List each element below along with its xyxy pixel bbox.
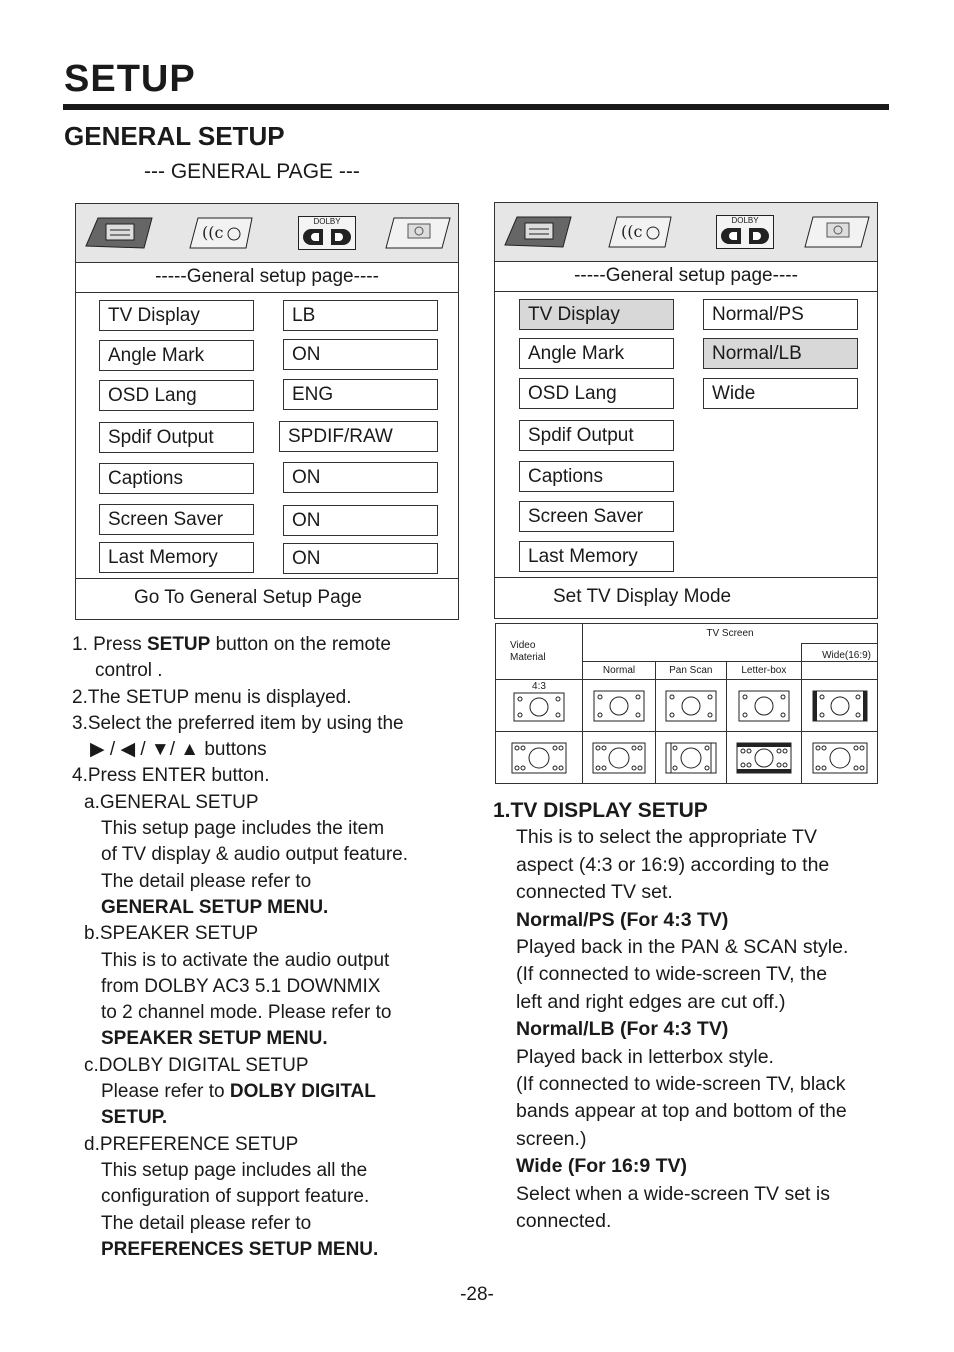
setup-icon-bar bbox=[76, 204, 458, 263]
sub-a-line: The detail please refer to bbox=[101, 870, 312, 892]
speaker-setup-icon[interactable] bbox=[607, 215, 673, 249]
menu-item-last-memory[interactable]: Last Memory bbox=[519, 541, 674, 572]
dolby-label: DOLBY bbox=[313, 217, 341, 226]
normal-lb-text: (If connected to wide-screen TV, black bbox=[516, 1073, 846, 1096]
dolby-setup-icon[interactable] bbox=[298, 216, 356, 250]
col-pan-scan: Pan Scan bbox=[656, 662, 726, 680]
step-3-buttons: ▶ / ◀ / ▼/ ▲ buttons bbox=[90, 739, 267, 761]
dolby-logo-icon bbox=[299, 227, 355, 247]
wide-text: connected. bbox=[516, 1210, 612, 1233]
normal-lb-text: Played back in letterbox style. bbox=[516, 1045, 774, 1068]
wide-wide-screen-icon bbox=[812, 742, 868, 774]
normal-ps-text: left and right edges are cut off.) bbox=[516, 990, 786, 1013]
wide-screen-icon bbox=[812, 690, 868, 722]
general-setup-panel-left bbox=[75, 203, 459, 620]
sub-a-heading: a.GENERAL SETUP bbox=[84, 791, 259, 813]
section-title: GENERAL SETUP bbox=[64, 121, 285, 151]
sub-b-line: This is to activate the audio output bbox=[101, 949, 390, 971]
sub-c-ref: SETUP. bbox=[101, 1107, 168, 1129]
menu-item-captions[interactable]: Captions bbox=[99, 463, 254, 494]
col-normal: Normal bbox=[583, 662, 656, 680]
page-title: SETUP bbox=[64, 58, 196, 100]
sub-a-line: This setup page includes the item bbox=[101, 818, 385, 840]
speaker-setup-icon[interactable] bbox=[188, 216, 254, 250]
wide-heading: Wide (For 16:9 TV) bbox=[516, 1155, 688, 1178]
menu-item-screen-saver[interactable]: Screen Saver bbox=[99, 504, 254, 535]
panel-footer: Set TV Display Mode bbox=[495, 577, 877, 618]
col-letter-box: Letter-box bbox=[726, 662, 802, 680]
option-normal-ps[interactable]: Normal/PS bbox=[703, 299, 858, 330]
menu-item-tv-display[interactable]: TV Display bbox=[519, 299, 674, 330]
normal-screen-icon bbox=[593, 690, 645, 722]
dolby-setup-icon[interactable] bbox=[716, 215, 774, 249]
svg-text:((c: ((c bbox=[621, 222, 643, 241]
sub-d-line: This setup page includes all the bbox=[101, 1159, 368, 1181]
sub-b-ref: SPEAKER SETUP MENU. bbox=[101, 1028, 328, 1050]
menu-item-angle-mark[interactable]: Angle Mark bbox=[519, 338, 674, 369]
sub-d-heading: d.PREFERENCE SETUP bbox=[84, 1133, 299, 1155]
pan-scan-screen-icon bbox=[665, 690, 717, 722]
menu-item-angle-mark[interactable]: Angle Mark bbox=[99, 340, 254, 371]
svg-text:((c: ((c bbox=[202, 223, 224, 242]
value-captions[interactable]: ON bbox=[283, 462, 438, 493]
sub-c-heading: c.DOLBY DIGITAL SETUP bbox=[84, 1054, 309, 1076]
preference-setup-icon[interactable] bbox=[384, 216, 452, 250]
sub-d-line: configuration of support feature. bbox=[101, 1186, 370, 1208]
normal-ps-text: Played back in the PAN & SCAN style. bbox=[516, 936, 849, 959]
sub-c-line: Please refer to DOLBY DIGITAL bbox=[101, 1081, 376, 1103]
value-tv-display[interactable]: LB bbox=[283, 300, 438, 331]
sub-b-line: to 2 channel mode. Please refer to bbox=[101, 1002, 392, 1024]
preference-setup-icon[interactable] bbox=[803, 215, 871, 249]
sub-b-line: from DOLBY AC3 5.1 DOWNMIX bbox=[101, 975, 381, 997]
letter-box-wide-screen-icon bbox=[736, 742, 792, 774]
video-material-header: Video Material bbox=[496, 624, 583, 680]
setup-steps bbox=[72, 632, 472, 1263]
row-4-3: 4:3 bbox=[496, 680, 583, 732]
general-setup-icon[interactable] bbox=[84, 216, 154, 250]
value-last-memory[interactable]: ON bbox=[283, 543, 438, 574]
normal-ps-heading: Normal/PS (For 4:3 TV) bbox=[516, 908, 729, 931]
option-normal-lb[interactable]: Normal/LB bbox=[703, 338, 858, 369]
panel-heading: -----General setup page---- bbox=[76, 262, 458, 293]
step-3: 3.Select the preferred item by using the bbox=[72, 712, 404, 734]
pan-scan-wide-screen-icon bbox=[665, 742, 717, 774]
step-2: 2.The SETUP menu is displayed. bbox=[72, 686, 352, 708]
sub-a-line: of TV display & audio output feature. bbox=[101, 844, 409, 866]
general-setup-icon[interactable] bbox=[503, 215, 573, 249]
wide-text: Select when a wide-screen TV set is bbox=[516, 1182, 830, 1205]
value-osd-lang[interactable]: ENG bbox=[283, 379, 438, 410]
letter-box-screen-icon bbox=[738, 690, 790, 722]
step-1-cont: control . bbox=[95, 660, 163, 682]
option-wide[interactable]: Wide bbox=[703, 378, 858, 409]
tv-screen-table bbox=[495, 623, 878, 784]
sub-d-ref: PREFERENCES SETUP MENU. bbox=[101, 1238, 379, 1260]
value-spdif-output[interactable]: SPDIF/RAW bbox=[279, 421, 438, 452]
menu-item-osd-lang[interactable]: OSD Lang bbox=[99, 380, 254, 411]
step-4: 4.Press ENTER button. bbox=[72, 765, 270, 787]
general-setup-panel-right bbox=[494, 202, 878, 619]
panel-footer: Go To General Setup Page bbox=[76, 578, 458, 619]
menu-item-screen-saver[interactable]: Screen Saver bbox=[519, 501, 674, 532]
tv-display-section bbox=[493, 797, 893, 1236]
tv-display-text: aspect (4:3 or 16:9) according to the bbox=[516, 853, 830, 876]
col-wide: Wide(16:9) bbox=[802, 644, 878, 662]
dolby-logo-icon bbox=[717, 226, 773, 246]
panel-heading: -----General setup page---- bbox=[495, 261, 877, 292]
normal-lb-heading: Normal/LB (For 4:3 TV) bbox=[516, 1018, 729, 1041]
value-screen-saver[interactable]: ON bbox=[283, 505, 438, 536]
sub-d-line: The detail please refer to bbox=[101, 1212, 312, 1234]
menu-item-last-memory[interactable]: Last Memory bbox=[99, 542, 254, 573]
tv-screen-header: TV Screen bbox=[583, 624, 878, 644]
page-heading: --- GENERAL PAGE --- bbox=[144, 160, 360, 183]
menu-item-spdif-output[interactable]: Spdif Output bbox=[99, 422, 254, 453]
normal-lb-text: bands appear at top and bottom of the bbox=[516, 1100, 847, 1123]
step-1: 1. Press SETUP button on the remote bbox=[72, 634, 391, 655]
source-4-3-screen-icon bbox=[513, 692, 565, 722]
normal-wide-screen-icon bbox=[592, 742, 646, 774]
tv-display-text: This is to select the appropriate TV bbox=[516, 826, 817, 849]
setup-icon-bar bbox=[495, 203, 877, 262]
menu-item-tv-display[interactable]: TV Display bbox=[99, 300, 254, 331]
sub-b-heading: b.SPEAKER SETUP bbox=[84, 923, 259, 945]
normal-ps-text: (If connected to wide-screen TV, the bbox=[516, 963, 828, 986]
menu-item-captions[interactable]: Captions bbox=[519, 461, 674, 492]
tv-display-heading: 1.TV DISPLAY SETUP bbox=[493, 799, 708, 822]
dolby-label: DOLBY bbox=[731, 216, 759, 225]
page-number: -28- bbox=[460, 1284, 494, 1305]
tv-display-text: connected TV set. bbox=[516, 881, 673, 904]
menu-item-spdif-output[interactable]: Spdif Output bbox=[519, 420, 674, 451]
normal-lb-text: screen.) bbox=[516, 1127, 587, 1150]
menu-item-osd-lang[interactable]: OSD Lang bbox=[519, 378, 674, 409]
title-rule bbox=[63, 104, 889, 110]
value-angle-mark[interactable]: ON bbox=[283, 339, 438, 370]
sub-a-ref: GENERAL SETUP MENU. bbox=[101, 896, 329, 918]
source-16-9-screen-icon bbox=[511, 742, 567, 774]
